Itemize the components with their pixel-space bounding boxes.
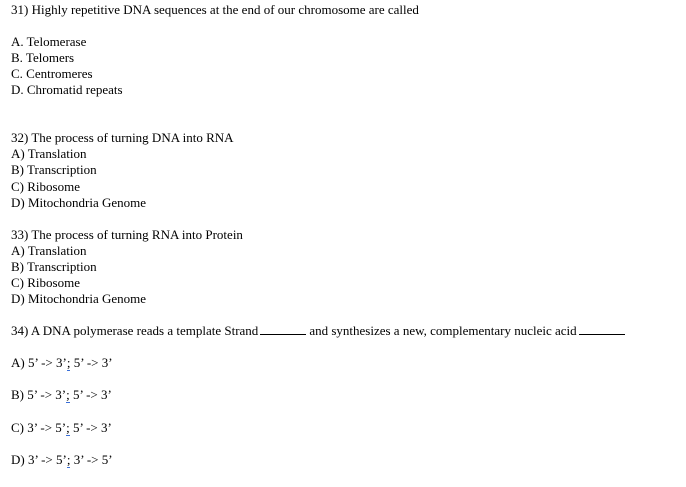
q34-option-a bbox=[11, 355, 113, 371]
q34-option-a-first: A) 5’ -> 3’ bbox=[11, 355, 67, 370]
q34-option-d-second: 3’ -> 5’ bbox=[70, 452, 113, 467]
q33-option-d: D) Mitochondria Genome bbox=[11, 291, 147, 306]
q34-option-c bbox=[11, 420, 112, 436]
answer-blank-1 bbox=[260, 323, 306, 335]
q32-option-a: A) Translation bbox=[11, 146, 87, 161]
q34-option-a-second: 5’ -> 3’ bbox=[70, 355, 113, 370]
question-34-part1: 34) A DNA polymerase reads a template Strand bbox=[11, 323, 259, 338]
q34-option-d-separator: ; bbox=[66, 452, 71, 467]
q34-option-b-second: 5’ -> 3’ bbox=[69, 387, 112, 402]
q34-option-b-first: B) 5’ -> 3’ bbox=[11, 387, 67, 402]
q34-option-c-second: 5’ -> 3’ bbox=[69, 420, 112, 435]
q32-option-b: B) Transcription bbox=[11, 162, 97, 177]
question-34-text bbox=[11, 323, 628, 339]
question-33-text: 33) The process of turning RNA into Protein bbox=[11, 227, 243, 242]
q34-option-a-separator: ; bbox=[66, 355, 71, 370]
q34-option-c-first: C) 3’ -> 5’ bbox=[11, 420, 67, 435]
answer-blank-2 bbox=[579, 323, 625, 335]
question-34-part2: and synthesizes a new, complementary nucleic acid bbox=[309, 323, 577, 338]
q33-option-a: A) Translation bbox=[11, 243, 87, 258]
q31-option-d: D. Chromatid repeats bbox=[11, 82, 123, 97]
q32-option-d: D) Mitochondria Genome bbox=[11, 195, 147, 210]
q34-option-d bbox=[11, 452, 113, 468]
question-31-text: 31) Highly repetitive DNA sequences at the end of our chromosome are called bbox=[11, 2, 419, 17]
q34-option-c-separator: ; bbox=[66, 420, 70, 435]
q34-option-b-separator: ; bbox=[66, 387, 70, 402]
q31-option-a: A. Telomerase bbox=[11, 34, 87, 49]
q31-option-c: C. Centromeres bbox=[11, 66, 93, 81]
q32-option-c: C) Ribosome bbox=[11, 179, 80, 194]
question-32-text: 32) The process of turning DNA into RNA bbox=[11, 130, 234, 145]
q34-option-d-first: D) 3’ -> 5’ bbox=[11, 452, 67, 467]
q33-option-b: B) Transcription bbox=[11, 259, 97, 274]
q34-option-b bbox=[11, 387, 112, 403]
q33-option-c: C) Ribosome bbox=[11, 275, 80, 290]
q31-option-b: B. Telomers bbox=[11, 50, 75, 65]
